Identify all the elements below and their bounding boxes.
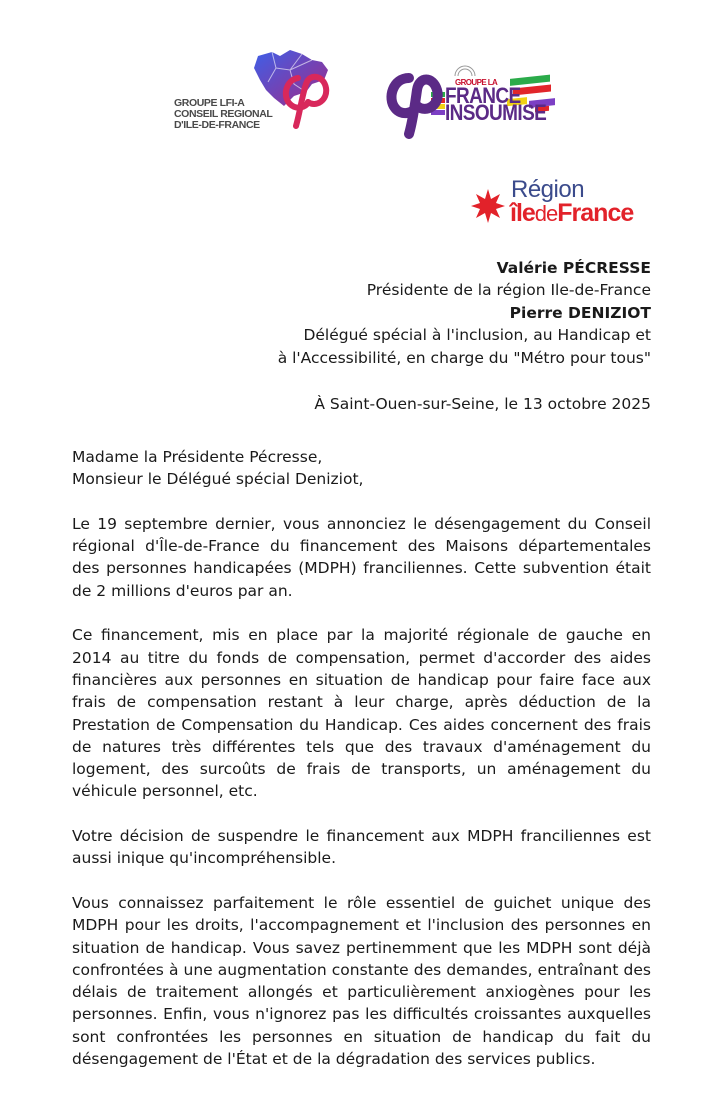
letter-body bbox=[72, 446, 651, 1093]
recipient-title-2-line-2: à l'Accessibilité, en charge du "Métro pour tous" bbox=[277, 348, 651, 367]
paragraph: Le 19 septembre dernier, vous annonciez le désengagement du Conseil régional d'Île-de-France du financement des Maisons départementales des personnes handicapées (MDPH) franciliennes. Cette subvention était de 2 millions d'euros par an. bbox=[72, 514, 651, 600]
star-icon bbox=[470, 188, 506, 224]
fi-wordmark: GROUPE LA FRANCE INSOUMISE bbox=[445, 78, 547, 126]
phi-icon bbox=[280, 66, 332, 130]
france-insoumise-logo bbox=[385, 64, 560, 139]
recipient-title-1: Présidente de la région Ile-de-France bbox=[366, 281, 651, 300]
lfi-group-logo bbox=[170, 48, 340, 138]
lfi-group-caption: GROUPE LFI-A CONSEIL REGIONAL D'ILE-DE-FRANCE bbox=[174, 97, 273, 131]
recipient-title-2-line-1: Délégué spécial à l'inclusion, au Handicap et bbox=[303, 326, 651, 345]
place-date: À Saint-Ouen-sur-Seine, le 13 octobre 2025 bbox=[314, 395, 651, 413]
idf-wordmark: îledeFrance bbox=[510, 199, 634, 227]
recipient-name-1: Valérie PÉCRESSE bbox=[496, 259, 651, 277]
recipient-name-2: Pierre DENIZIOT bbox=[509, 303, 651, 322]
paragraph: Vous connaissez parfaitement le rôle essentiel de guichet unique des MDPH pour les droits, l'accompagnement et l'inclusion des personnes en situation de handicap. Vous savez pertinemment que les MDPH sont déjà confrontées à une augmentation constante des demandes, entraînant des délais de traitement allongés et particulièrement anxiogènes pour les personnes. Enfin, vous n'ignorez pas les difficultés croissantes auxquelles sont confrontées les personnes en situation de handicap du fait du désengagement de l'État et de la dégradation des services publics. bbox=[72, 893, 651, 1069]
salutation: Madame la Présidente Pécresse, Monsieur le Délégué spécial Deniziot, bbox=[72, 448, 364, 489]
paragraph: Ce financement, mis en place par la majorité régionale de gauche en 2014 au titre du fonds de compensation, permet d'accorder des aides financières aux personnes en situation de handicap pour faire face aux frais de compensation restant à leur charge, après déduction de la Prestation de Compensation du Handicap. Ces aides concernent des frais de natures très différentes tels que des travaux d'aménagement du logement, des surcoûts de frais de transports, un aménagement du véhicule personnel, etc. bbox=[72, 626, 651, 801]
recipients-block bbox=[278, 257, 651, 369]
paragraph: Votre décision de suspendre le financement aux MDPH franciliennes est aussi inique qu'incompréhensible. bbox=[72, 827, 651, 868]
region-idf-logo: Région îledeFrance bbox=[470, 176, 660, 232]
